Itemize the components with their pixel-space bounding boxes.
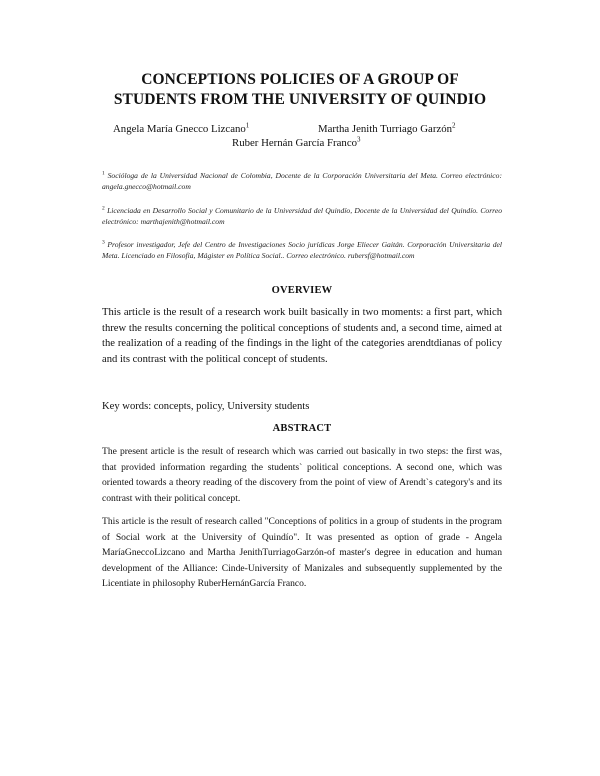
author-mark: 1	[245, 121, 250, 130]
footnote-text: Profesor investigador, Jefe del Centro de Investigaciones Socio jurídicas Jorge Eliecer Gaitán. Corporación Universitaria del Meta. Licenciado en Filosofía, Mágister en Política Social.. Correo electrónico. rubersf@hotmail.com	[102, 240, 502, 260]
author-name: Angela María Gnecco Lizcano	[113, 123, 246, 135]
paper-title	[60, 70, 540, 110]
title-line-1: CONCEPTIONS POLICIES OF A GROUP OF	[141, 71, 459, 88]
footnote-mark: 3	[102, 239, 105, 246]
author-1	[113, 123, 249, 135]
title-line-2: STUDENTS FROM THE UNIVERSITY OF QUINDIO	[113, 91, 487, 108]
overview-paragraph: This article is the result of a research work built basically in two moments: a first part, which threw the results concerning the political conceptions of students and, a second time, aimed at the realization of a reading of the findings in the light of the categories arendtdianas of policy and its contrast with the political concept of students.	[102, 307, 502, 365]
author-mark: 3	[357, 135, 361, 144]
author-3	[232, 137, 361, 149]
footnote-2	[102, 205, 502, 227]
footnote-mark: 1	[102, 170, 105, 177]
keywords: Key words: concepts, policy, University students	[102, 401, 310, 412]
abstract-paragraph-2: This article is the result of research called "Conceptions of politics in a group of students in the program of Social work at the University of Quindío". It was presented as option of grade - Angela MaríaGneccoLizcano and Martha JenithTurriagoGarzón-of master's degree in education and human development of the Alliance: Cinde-University of Manizales and subsequently supplemented by the Licentiate in philosophy RuberHernánGarcía Franco.	[102, 516, 502, 590]
footnote-text: Socióloga de la Universidad Nacional de Colombia, Docente de la Corporación Universitaria del Meta. Correo electrónico: angela.gnecco@hotmail.com	[102, 171, 502, 191]
overview-heading: OVERVIEW	[271, 285, 333, 296]
author-name: Ruber Hernán García Franco	[232, 137, 358, 149]
author-mark: 2	[452, 121, 456, 130]
author-2	[318, 123, 456, 135]
footnote-text: Licenciada en Desarrollo Social y Comunitario de la Universidad del Quindío, Docente de la Universidad del Quindío. Correo electrónico: marthajenith@hotmail.com	[102, 206, 502, 226]
footnote-3	[102, 239, 502, 261]
abstract-paragraph-1: The present article is the result of research which was carried out basically in two steps: the first was, that provided information regarding the students` political conceptions. A second one, which was oriented towards a theory reading of the discovery from the point of view of Arendt`s category's and its contrast with their political concept.	[102, 446, 502, 504]
abstract-heading: ABSTRACT	[272, 423, 332, 434]
footnote-1	[102, 170, 502, 192]
footnote-mark: 2	[102, 205, 105, 212]
author-name: Martha Jenith Turriago Garzón	[318, 123, 453, 135]
